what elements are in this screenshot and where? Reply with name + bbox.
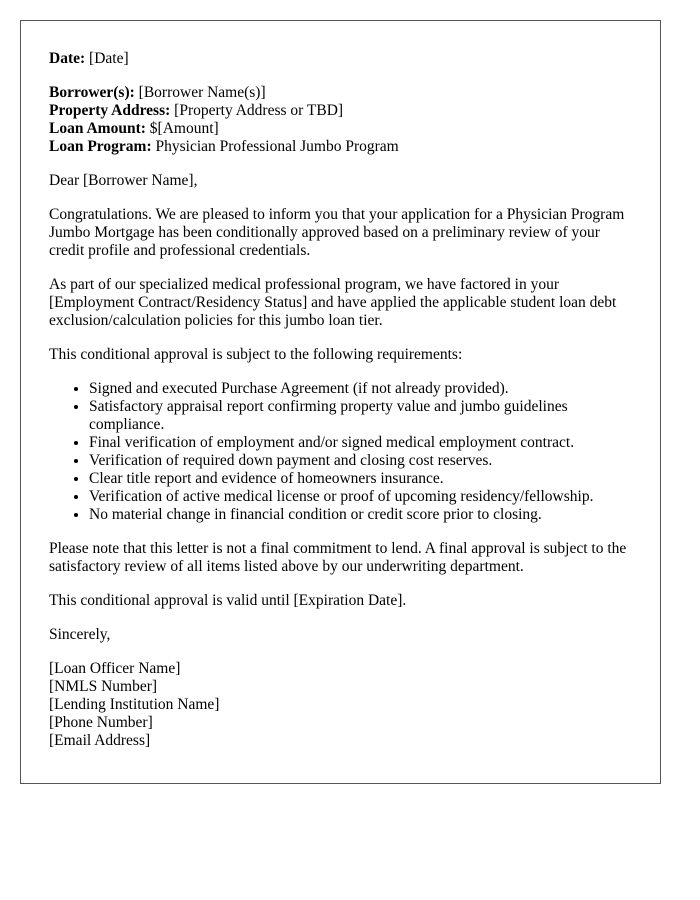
list-item: • Clear title report and evidence of homeowners insurance.: [89, 470, 632, 488]
loan-program-label: Loan Program:: [49, 138, 152, 155]
property-address-value: [Property Address or TBD]: [174, 102, 344, 119]
loan-details: [49, 84, 632, 156]
loan-amount-line: [49, 120, 632, 138]
property-address-line: [49, 102, 632, 120]
validity-paragraph: This conditional approval is valid until [Expiration Date].: [49, 592, 407, 609]
list-item: • Signed and executed Purchase Agreement (if not already provided).: [89, 380, 632, 398]
loan-program-value: Physician Professional Jumbo Program: [155, 138, 399, 155]
program-paragraph: As part of our specialized medical professional program, we have factored in your [Employment Contract/Residency Status] and have applied the applicable student loan debt exclusion/calculation policies for this jumbo loan tier.: [49, 276, 617, 329]
nmls-number: [NMLS Number]: [49, 678, 158, 695]
list-item: • No material change in financial condition or credit score prior to closing.: [89, 506, 632, 524]
congratulations-paragraph: Congratulations. We are pleased to inform you that your application for a Physician Program Jumbo Mortgage has been conditionally approved based on a preliminary review of your credit profile and professional credentials.: [49, 206, 625, 259]
list-item: • Verification of required down payment and closing cost reserves.: [89, 452, 632, 470]
requirements-list: [49, 380, 632, 524]
signature-block: [49, 660, 632, 750]
list-item: • Satisfactory appraisal report confirming property value and jumbo guidelines compliance.: [89, 398, 632, 434]
date-value: [Date]: [89, 50, 129, 67]
borrower-label: Borrower(s):: [49, 84, 135, 101]
closing: Sincerely,: [49, 626, 111, 643]
loan-amount-value: $[Amount]: [149, 120, 219, 137]
loan-officer-name: [Loan Officer Name]: [49, 660, 181, 677]
list-item: • Verification of active medical license or proof of upcoming residency/fellowship.: [89, 488, 632, 506]
phone-number: [Phone Number]: [49, 714, 153, 731]
list-item: • Final verification of employment and/or signed medical employment contract.: [89, 434, 632, 452]
loan-program-line: [49, 138, 632, 156]
email-address: [Email Address]: [49, 732, 151, 749]
property-address-label: Property Address:: [49, 102, 171, 119]
salutation: Dear [Borrower Name],: [49, 172, 198, 189]
loan-amount-label: Loan Amount:: [49, 120, 146, 137]
borrower-line: [49, 84, 632, 102]
note-paragraph: Please note that this letter is not a final commitment to lend. A final approval is subject to the satisfactory review of all items listed above by our underwriting department.: [49, 540, 627, 575]
borrower-value: [Borrower Name(s)]: [138, 84, 266, 101]
requirements-intro: This conditional approval is subject to the following requirements:: [49, 346, 463, 363]
lending-institution-name: [Lending Institution Name]: [49, 696, 220, 713]
date-label: Date:: [49, 50, 86, 67]
letter-document: [20, 20, 661, 784]
date-line: [49, 50, 632, 68]
